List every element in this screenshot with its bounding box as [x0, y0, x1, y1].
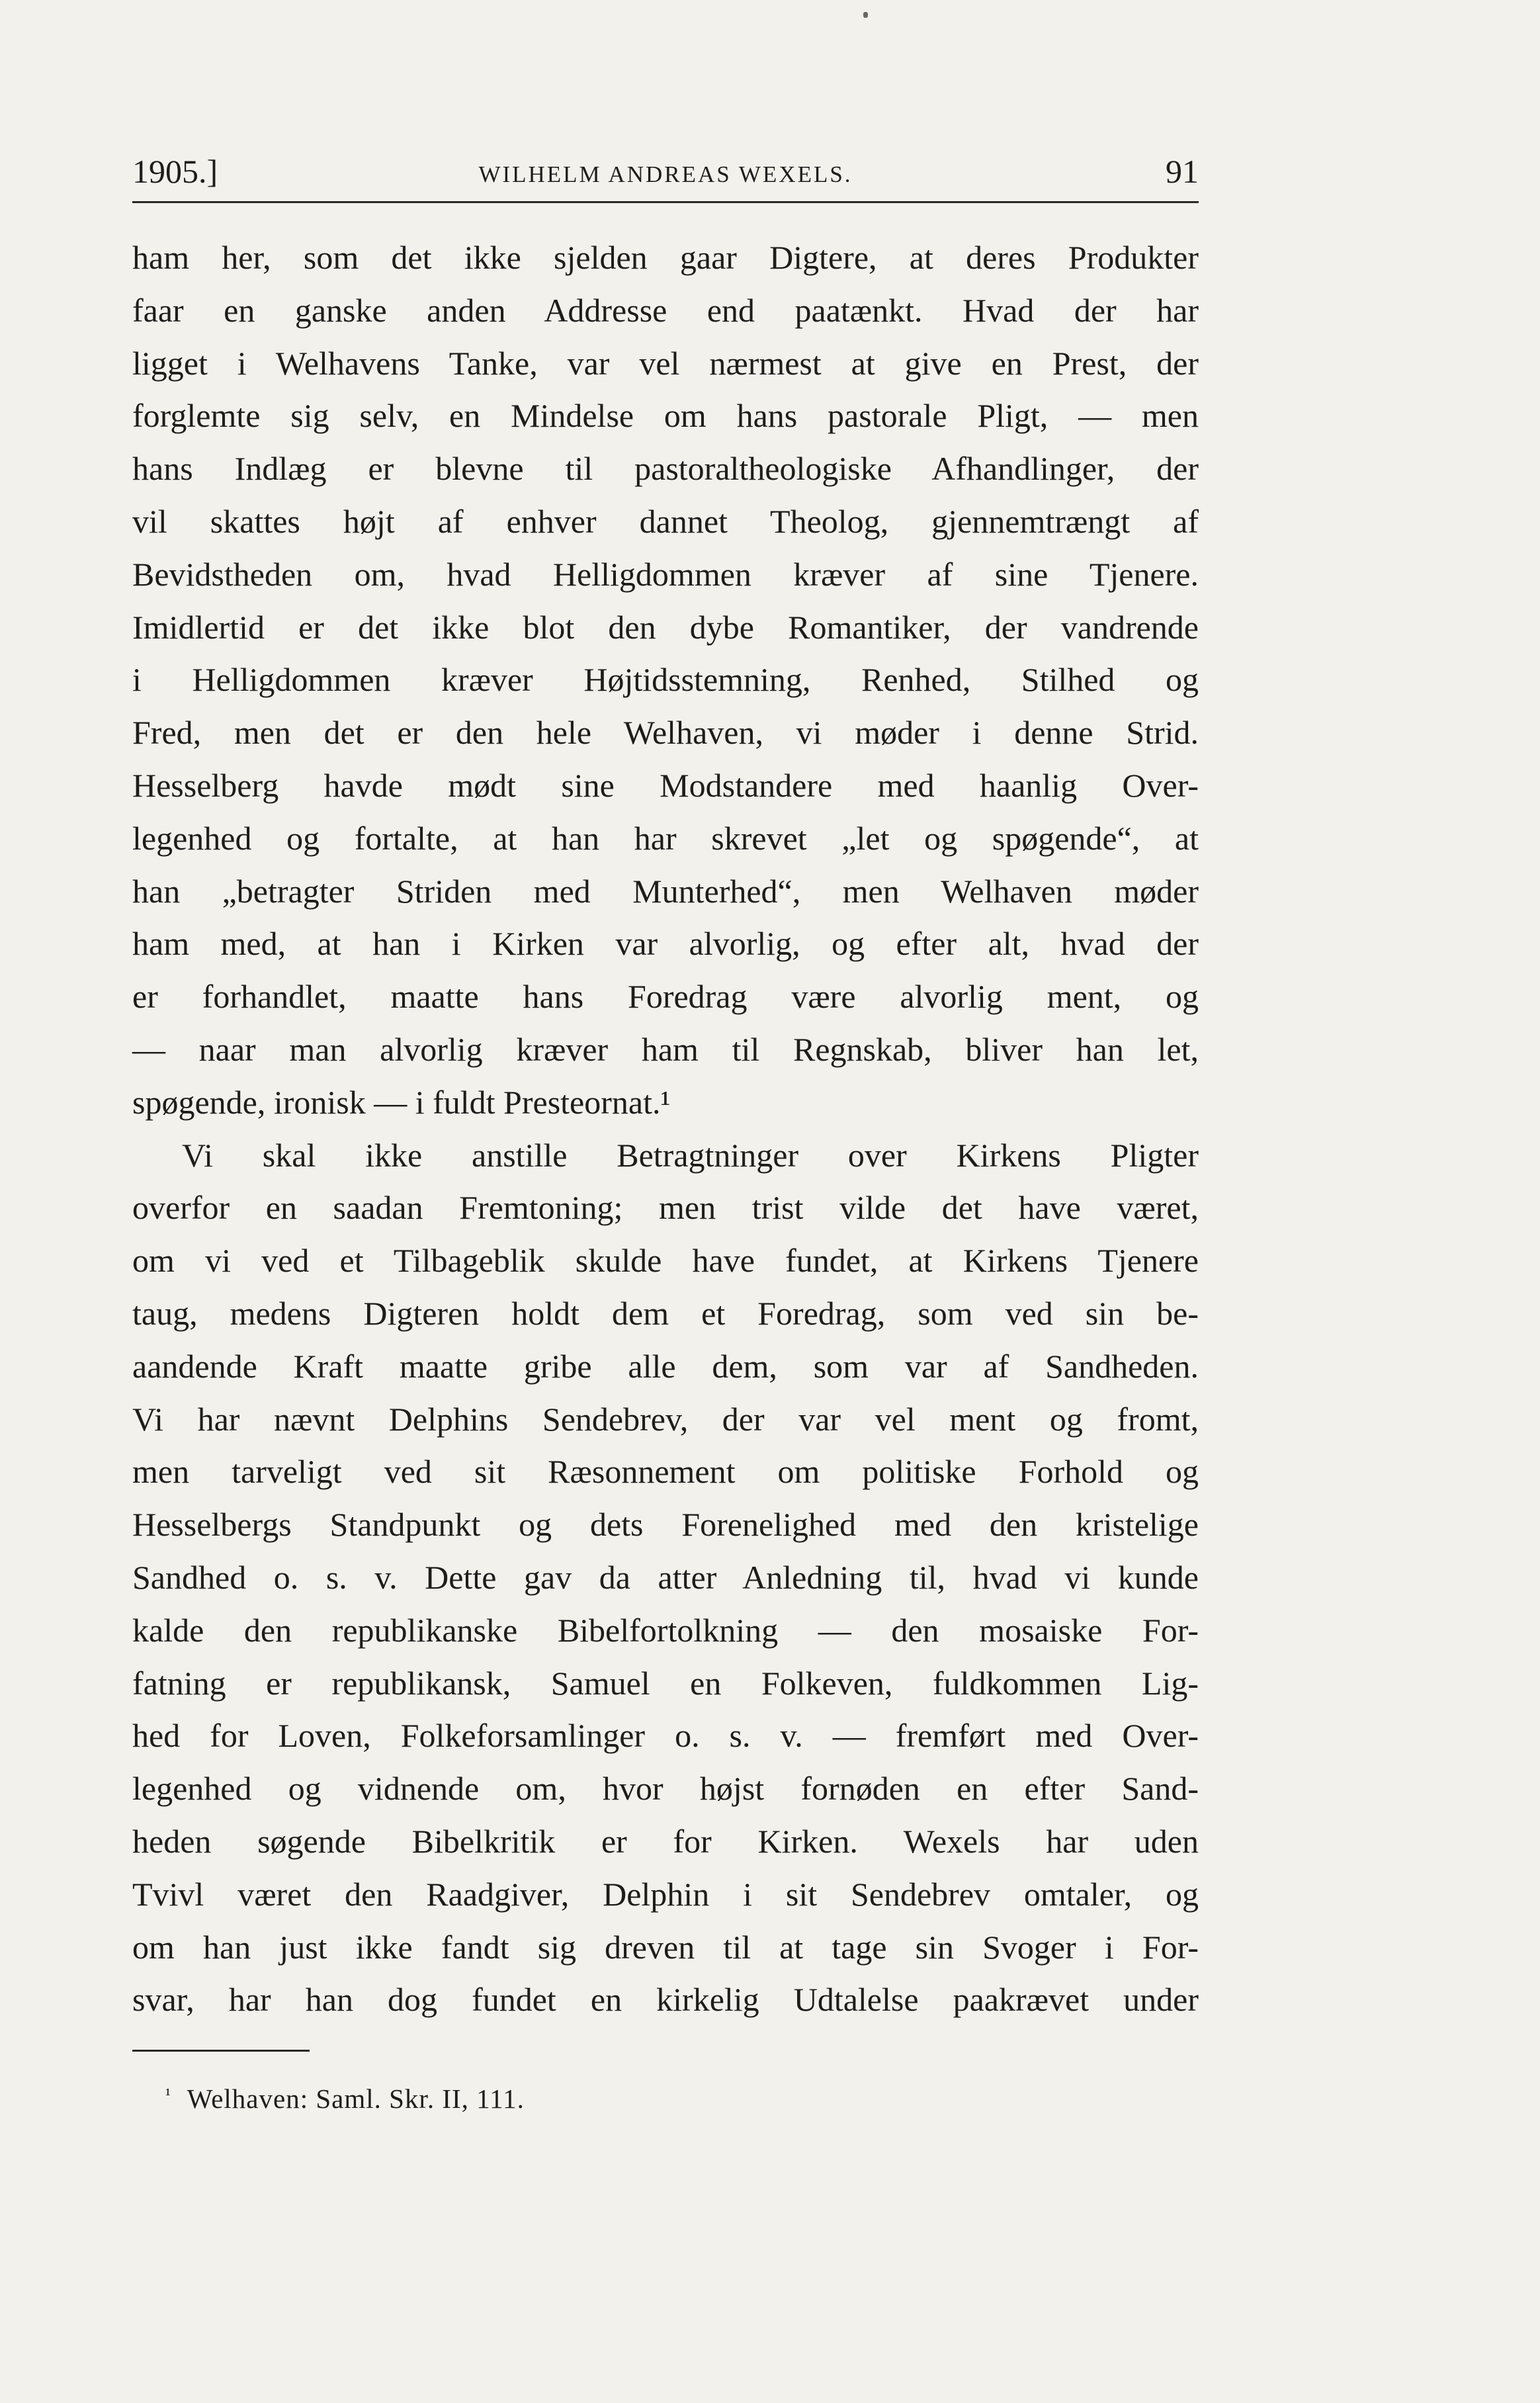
text-line: han „betragter Striden med Munterhed“, men Welhaven møder [132, 872, 1199, 910]
text-line: ligget i Welhavens Tanke, var vel nærmest at give en Prest, der [132, 344, 1199, 382]
text-line: faar en ganske anden Addresse end paatænkt. Hvad der har [132, 291, 1199, 329]
text-line: vil skattes højt af enhver dannet Theolog, gjennemtrængt af [132, 502, 1199, 540]
text-line: men tarveligt ved sit Ræsonnement om politiske Forhold og [132, 1453, 1199, 1491]
text-line: legenhed og fortalte, at han har skrevet „let og spøgende“, at [132, 819, 1199, 857]
text-line: taug, medens Digteren holdt dem et Foredrag, som ved sin be- [132, 1294, 1199, 1332]
text-line: Bevidstheden om, hvad Helligdommen kræver af sine Tjenere. [132, 555, 1199, 593]
header-rule [132, 201, 1199, 203]
text-line: Sandhed o. s. v. Dette gav da atter Anledning til, hvad vi kunde [132, 1558, 1199, 1596]
text-line: ham her, som det ikke sjelden gaar Digtere, at deres Produkter [132, 239, 1199, 276]
text-line: ham med, at han i Kirken var alvorlig, og efter alt, hvad der [132, 925, 1199, 963]
footnote [165, 2083, 525, 2115]
running-header [132, 147, 1199, 200]
header-year: 1905.] [132, 153, 218, 190]
print-speck [863, 12, 868, 18]
text-line: svar, har han dog fundet en kirkelig Udtalelse paakrævet under [132, 1981, 1199, 2019]
text-line: — naar man alvorlig kræver ham til Regnskab, bliver han let, [132, 1030, 1199, 1068]
text-line: om vi ved et Tilbageblik skulde have fundet, at Kirkens Tjenere [132, 1242, 1199, 1280]
page-number: 91 [1166, 153, 1199, 190]
text-line: kalde den republikanske Bibelfortolkning — den mosaiske For- [132, 1611, 1199, 1649]
text-line: hed for Loven, Folkeforsamlinger o. s. v. — fremført med Over- [132, 1717, 1199, 1755]
text-line: forglemte sig selv, en Mindelse om hans pastorale Pligt, — men [132, 397, 1199, 435]
text-line: er forhandlet, maatte hans Foredrag være alvorlig ment, og [132, 978, 1199, 1016]
text-line: overfor en saadan Fremtoning; men trist vilde det have været, [132, 1189, 1199, 1227]
text-line: Vi skal ikke anstille Betragtninger over Kirkens Pligter [182, 1136, 1199, 1174]
text-line: Vi har nævnt Delphins Sendebrev, der var vel ment og fromt, [132, 1400, 1199, 1438]
text-line: Fred, men det er den hele Welhaven, vi møder i denne Strid. [132, 714, 1199, 752]
footnote-text: Welhaven: Saml. Skr. II, 111. [187, 2083, 525, 2114]
body-text [132, 232, 1199, 2027]
text-line: spøgende, ironisk — i fuldt Presteornat.¹ [132, 1083, 671, 1121]
text-line: legenhed og vidnende om, hvor højst fornøden en efter Sand- [132, 1770, 1199, 1808]
text-line: Hesselbergs Standpunkt og dets Forenelighed med den kristelige [132, 1506, 1199, 1544]
text-line: aandende Kraft maatte gribe alle dem, som var af Sandheden. [132, 1347, 1199, 1385]
text-line: Tvivl været den Raadgiver, Delphin i sit Sendebrev omtaler, og [132, 1875, 1199, 1913]
header-title: WILHELM ANDREAS WEXELS. [478, 161, 853, 187]
text-line: Imidlertid er det ikke blot den dybe Romantiker, der vandrende [132, 608, 1199, 646]
text-line: hans Indlæg er blevne til pastoraltheologiske Afhandlinger, der [132, 450, 1199, 488]
text-line: fatning er republikansk, Samuel en Folkeven, fuldkommen Lig- [132, 1664, 1199, 1702]
text-line: heden søgende Bibelkritik er for Kirken. Wexels har uden [132, 1822, 1199, 1860]
text-line: Hesselberg havde mødt sine Modstandere med haanlig Over- [132, 766, 1199, 804]
footnote-rule [132, 2050, 310, 2052]
footnote-marker: ¹ [165, 2085, 171, 2104]
text-line: i Helligdommen kræver Højtidsstemning, Renhed, Stilhed og [132, 661, 1199, 699]
text-line: om han just ikke fandt sig dreven til at tage sin Svoger i For- [132, 1928, 1199, 1966]
